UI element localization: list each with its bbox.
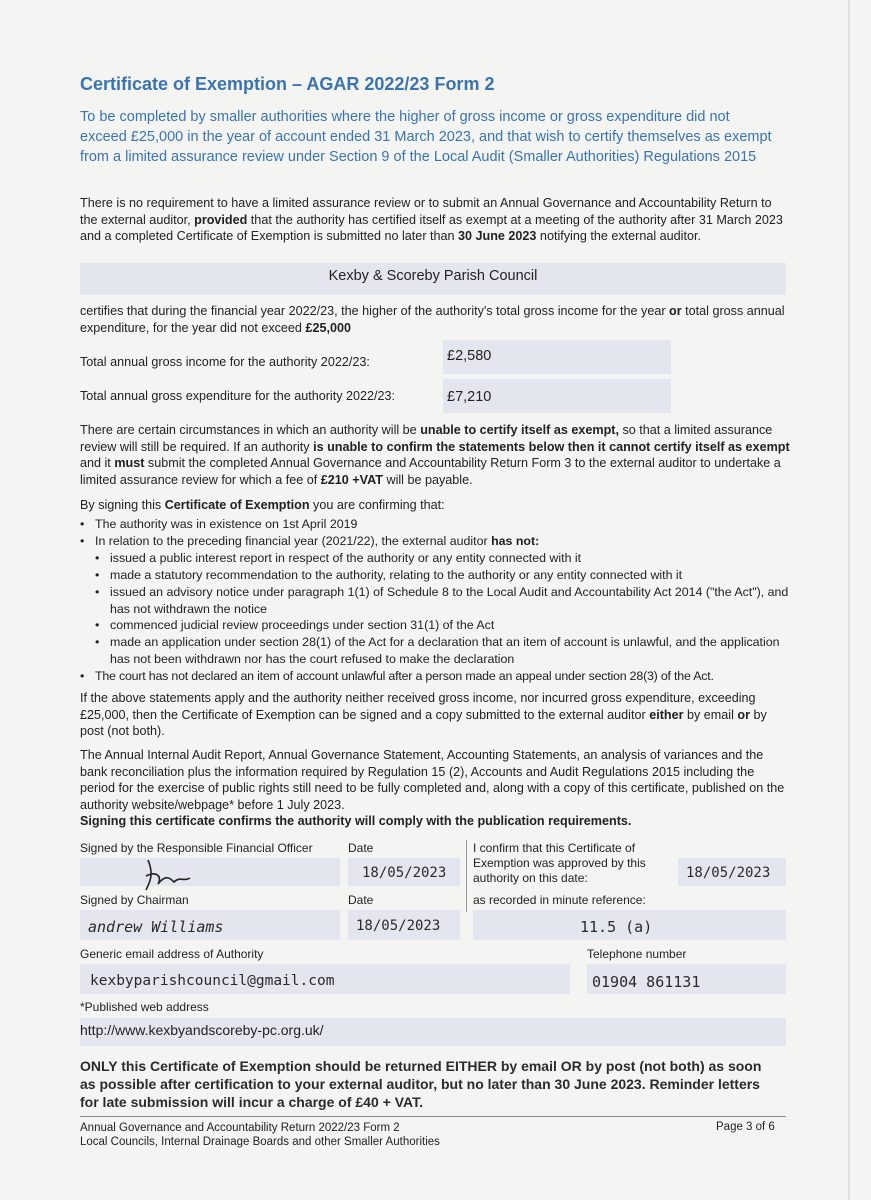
divider: [466, 840, 467, 912]
chair-date-value: 18/05/2023: [356, 918, 441, 934]
signing-bold-1: Certificate of Exemption: [164, 498, 310, 512]
intro-text-3: notifying the external auditor.: [536, 229, 701, 243]
bullet2-text: In relation to the preceding financial year (2021/22), the external auditor: [95, 533, 492, 548]
phone-value: 01904 861131: [592, 973, 701, 991]
intro-bold-2: 30 June 2023: [458, 229, 537, 243]
circ-text-5: will be payable.: [382, 472, 473, 487]
list-item: [80, 533, 790, 550]
circ-bold-3: must: [114, 456, 145, 470]
certifies-paragraph: [80, 303, 790, 336]
list-item: • The authority was in existence on 1st April 2019: [80, 516, 790, 533]
chairman-signature-value: andrew Williams: [88, 918, 224, 936]
confirm-label: I confirm that this Certificate of Exemption was approved by this authority on this date:: [473, 841, 646, 885]
intro-bold-1: provided: [194, 212, 248, 227]
authority-name-field[interactable]: Kexby & Scoreby Parish Council: [80, 263, 786, 295]
certifies-bold-1: or: [669, 304, 682, 318]
publication-text: The Annual Internal Audit Report, Annual Governance Statement, Accounting Statements, an analysis of variances and the bank reconciliation plus the information required by Regulation 15 (2), Accounts and Audit Regulations 2015 including the period for the exercise of public rights still need to be fully completed and, along with a copy of this certificate, published on the authority website/webpage* before 1 July 2023.: [80, 748, 785, 812]
certifies-bold-2: £25,000: [305, 320, 351, 335]
intro-text-2: that the authority has certified itself as exempt at a meeting of the authority after 31 March 2023 and a completed Certificate of Exemption is submitted no later than: [80, 212, 783, 243]
phone-label: Telephone number: [587, 947, 687, 961]
circumstances-paragraph: [80, 422, 790, 488]
list-item: • issued a public interest report in respect of the authority or any entity connected with it: [80, 550, 790, 567]
list-item: • commenced judicial review proceedings under section 31(1) of the Act: [80, 617, 790, 634]
publication-paragraph: [80, 747, 790, 830]
expenditure-label: Total annual gross expenditure for the authority 2022/23:: [80, 389, 396, 403]
signing-paragraph: [80, 497, 790, 514]
intro-text-1: There is no requirement to have a limited assurance review or to submit an Annual Governance and Accountability Return to the external auditor,: [80, 196, 772, 227]
intro-paragraph: [80, 195, 790, 245]
rfo-date-label: Date: [348, 841, 374, 855]
footer-line-1: Annual Governance and Accountability Return 2022/23 Form 2: [80, 1122, 400, 1134]
bullet2-bold: has not:: [491, 533, 540, 548]
page-number: Page 3 of 6: [716, 1121, 775, 1133]
list-item: • The court has not declared an item of account unlawful after a person made an appeal under section 28(3) of the Act.: [80, 668, 790, 685]
circ-text-3: and it: [80, 456, 115, 470]
statements-paragraph: [80, 690, 790, 740]
web-label: *Published web address: [80, 1000, 209, 1014]
email-label: Generic email address of Authority: [80, 947, 264, 961]
chair-date-label: Date: [348, 893, 374, 907]
rfo-signature-mark: [140, 856, 200, 892]
income-label: Total annual gross income for the authority 2022/23:: [80, 355, 370, 369]
stmt-text-3: by post (not both).: [80, 707, 767, 738]
page-edge: [848, 0, 850, 1200]
page-title: Certificate of Exemption – AGAR 2022/23 Form 2: [80, 74, 495, 94]
web-value: http://www.kexbyandscoreby-pc.org.uk/: [80, 1022, 324, 1038]
circ-bold-4: £210 +VAT: [320, 472, 383, 487]
footer-line-2: Local Councils, Internal Drainage Boards and other Smaller Authorities: [80, 1136, 440, 1148]
signing-text-2: you are confirming that:: [309, 498, 445, 512]
circ-bold-1: unable to certify itself as exempt,: [420, 423, 619, 437]
rfo-signature-field[interactable]: [80, 858, 340, 886]
circ-text-1: There are certain circumstances in which an authority will be: [80, 423, 421, 437]
circ-text-2: so that a limited assurance review will still be required. If an authority: [80, 423, 773, 454]
footer-divider: [80, 1116, 786, 1117]
certifies-text-1: certifies that during the financial year 2022/23, the higher of the authority's total gross income for the year: [80, 304, 670, 318]
return-note: ONLY this Certificate of Exemption should be returned EITHER by email OR by post (not both) as soon as possible after certification to your external auditor, but no later than 30 June 2023. Reminder letters for late submission will incur a charge of £40 + VAT.: [80, 1058, 762, 1110]
minute-reference-value: 11.5 (a): [580, 918, 653, 936]
signing-text-1: By signing this: [80, 498, 165, 512]
certifies-text-2: total gross annual expenditure, for the year did not exceed: [80, 304, 785, 335]
conditions-list: [80, 516, 790, 685]
stmt-text-2: by email: [683, 707, 738, 722]
minute-label: as recorded in minute reference:: [473, 893, 646, 907]
publication-bold: Signing this certificate confirms the authority will comply with the publication requirements.: [80, 814, 632, 828]
rfo-label: Signed by the Responsible Financial Officer: [80, 841, 313, 855]
email-value: kexbyparishcouncil@gmail.com: [90, 973, 335, 989]
rfo-date-value: 18/05/2023: [362, 865, 447, 881]
circ-bold-2: is unable to confirm the statements below then it cannot certify itself as exempt: [313, 439, 790, 454]
list-item: • made a statutory recommendation to the authority, relating to the authority or any entity connected with it: [80, 567, 790, 584]
stmt-text-1: If the above statements apply and the authority neither received gross income, nor incurred gross expenditure, exceeding £25,000, then the Certificate of Exemption can be signed and a copy submitted to the external auditor: [80, 691, 756, 722]
circ-text-4: submit the completed Annual Governance and Accountability Return Form 3 to the external auditor to undertake a limited assurance review for which a fee of: [80, 456, 781, 487]
page-subtitle: To be completed by smaller authorities where the higher of gross income or gross expenditure did not exceed £25,000 in the year of account ended 31 March 2023, and that wish to certify themselves as exempt from a limited assurance review under Section 9 of the Local Audit (Smaller Authorities) Regulations 2015: [80, 109, 772, 165]
income-value: £2,580: [447, 348, 492, 364]
stmt-bold-2: or: [737, 707, 750, 722]
stmt-bold-1: either: [649, 707, 684, 722]
expenditure-value: £7,210: [447, 389, 492, 405]
footer: [80, 1121, 440, 1149]
approved-date-value: 18/05/2023: [686, 865, 771, 881]
list-item: • issued an advisory notice under paragraph 1(1) of Schedule 8 to the Local Audit and Accountability Act 2014 ("the Act"), and has not withdrawn the notice: [80, 584, 790, 618]
chairman-label: Signed by Chairman: [80, 893, 189, 907]
list-item: • made an application under section 28(1) of the Act for a declaration that an item of account is unlawful, and the application has not been withdrawn nor has the court refused to make the declaration: [80, 634, 790, 668]
